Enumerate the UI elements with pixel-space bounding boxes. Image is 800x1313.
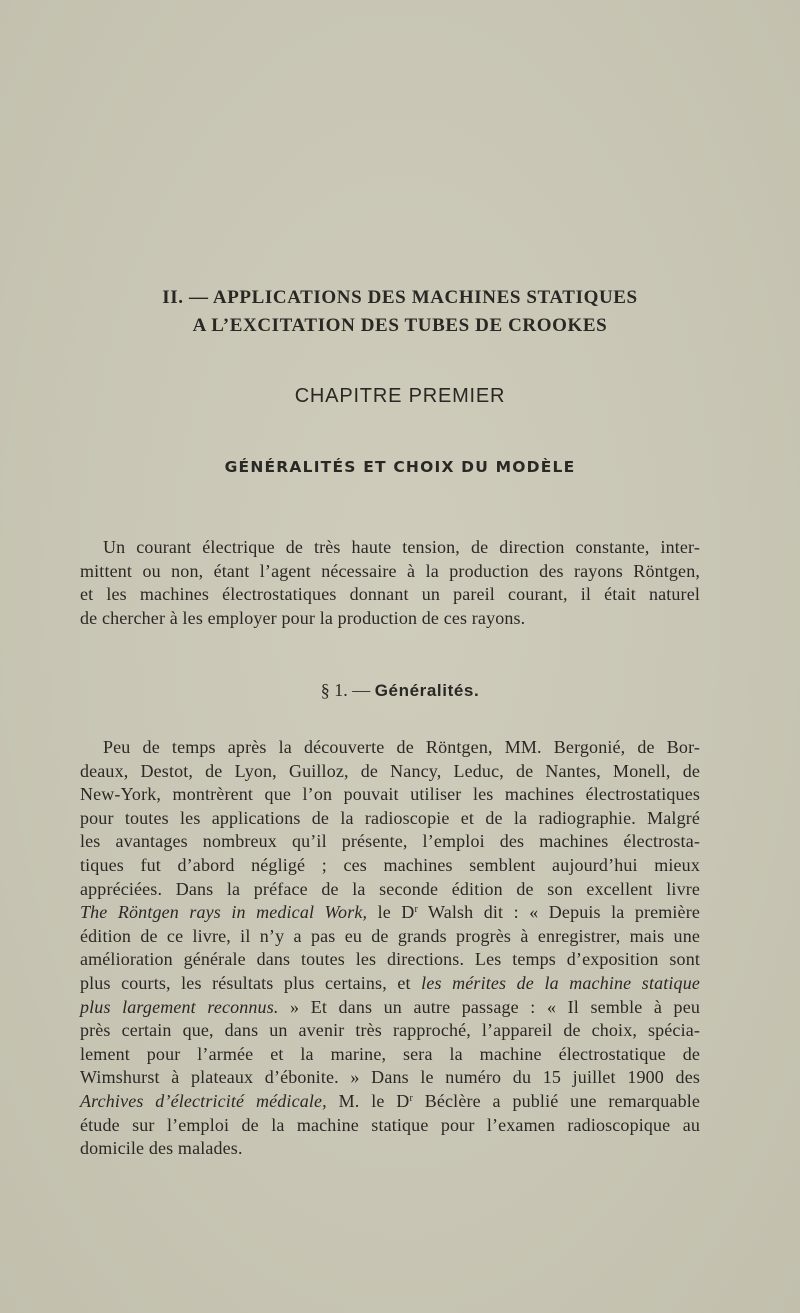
quote-italic: les mérites de la machine statique [421,972,700,993]
body-line: Archives d’électricité médicale, M. le $D^r$ Béclère a publié une remarquable [80,1090,701,1111]
intro-paragraph [80,536,700,630]
section-heading [0,680,800,701]
part-title-line-1: II. — APPLICATIONS DES MACHINES STATIQUES [162,287,638,308]
body-line: Peu de temps après la découverte de Röntgen, MM. Bergonié, de Bor- [103,737,700,757]
body-line: lement pour l’armée et la marine, sera la machine électrostatique de [80,1043,700,1064]
body-line: pour toutes les applications de la radioscopie et de la radiographie. Malgré [80,807,700,828]
body-line: tiques fut d’abord négligé ; ces machines semblent aujourd’hui mieux [80,854,700,875]
body-line: Wimshurst à plateaux d’ébonite. » Dans le numéro du 15 juillet 1900 des [80,1067,700,1088]
body-line: appréciées. Dans la préface de la seconde édition de son excellent livre [80,878,700,899]
section-number: § 1. — [320,680,371,700]
intro-line: mittent ou non, étant l’agent nécessaire à la production des rayons Röntgen, [80,560,700,581]
body-paragraph [80,736,700,1161]
body-line: plus courts, les résultats plus certains, et les mérites de la machine statique [80,972,700,993]
chapter-subtitle: GÉNÉRALITÉS ET CHOIX DU MODÈLE [224,458,576,476]
intro-line: Un courant électrique de très haute tension, de direction constante, inter- [103,537,700,557]
section-title: Généralités. [374,681,480,700]
body-line: The Röntgen rays in medical Work, le $D^r$ Walsh dit : « Depuis la première [80,902,700,923]
body-line: deaux, Destot, de Lyon, Guilloz, de Nancy, Leduc, de Nantes, Monell, de [80,760,700,781]
body-line: près certain que, dans un avenir très rapproché, l’appareil de choix, spécia- [80,1020,700,1041]
book-title: The Röntgen rays in medical Work, [80,902,368,923]
body-line: édition de ce livre, il n’y a pas eu de grands progrès à enregistrer, mais une [80,925,700,946]
part-title-line-2: A L’EXCITATION DES TUBES DE CROOKES [192,315,608,336]
intro-line: et les machines électrostatiques donnant un pareil courant, il était naturel [80,584,700,605]
chapter-heading: CHAPITRE PREMIER [294,385,506,407]
body-line: plus largement reconnus. » Et dans un autre passage : « Il semble à peu [80,996,700,1017]
body-line: étude sur l’emploi de la machine statique pour l’examen radioscopique au [80,1114,700,1135]
body-line: New-York, montrèrent que l’on pouvait utiliser les machines électrostatiques [80,784,700,805]
body-line: domicile des malades. [80,1138,243,1159]
body-line: amélioration générale dans toutes les directions. Les temps d’exposition sont [80,949,700,970]
quote-italic: plus largement reconnus. [80,996,279,1017]
intro-line: de chercher à les employer pour la production de ces rayons. [80,607,526,628]
body-line: les avantages nombreux qu’il présente, l’emploi des machines électrosta- [80,831,700,852]
journal-title: Archives d’électricité médicale, [80,1090,327,1111]
